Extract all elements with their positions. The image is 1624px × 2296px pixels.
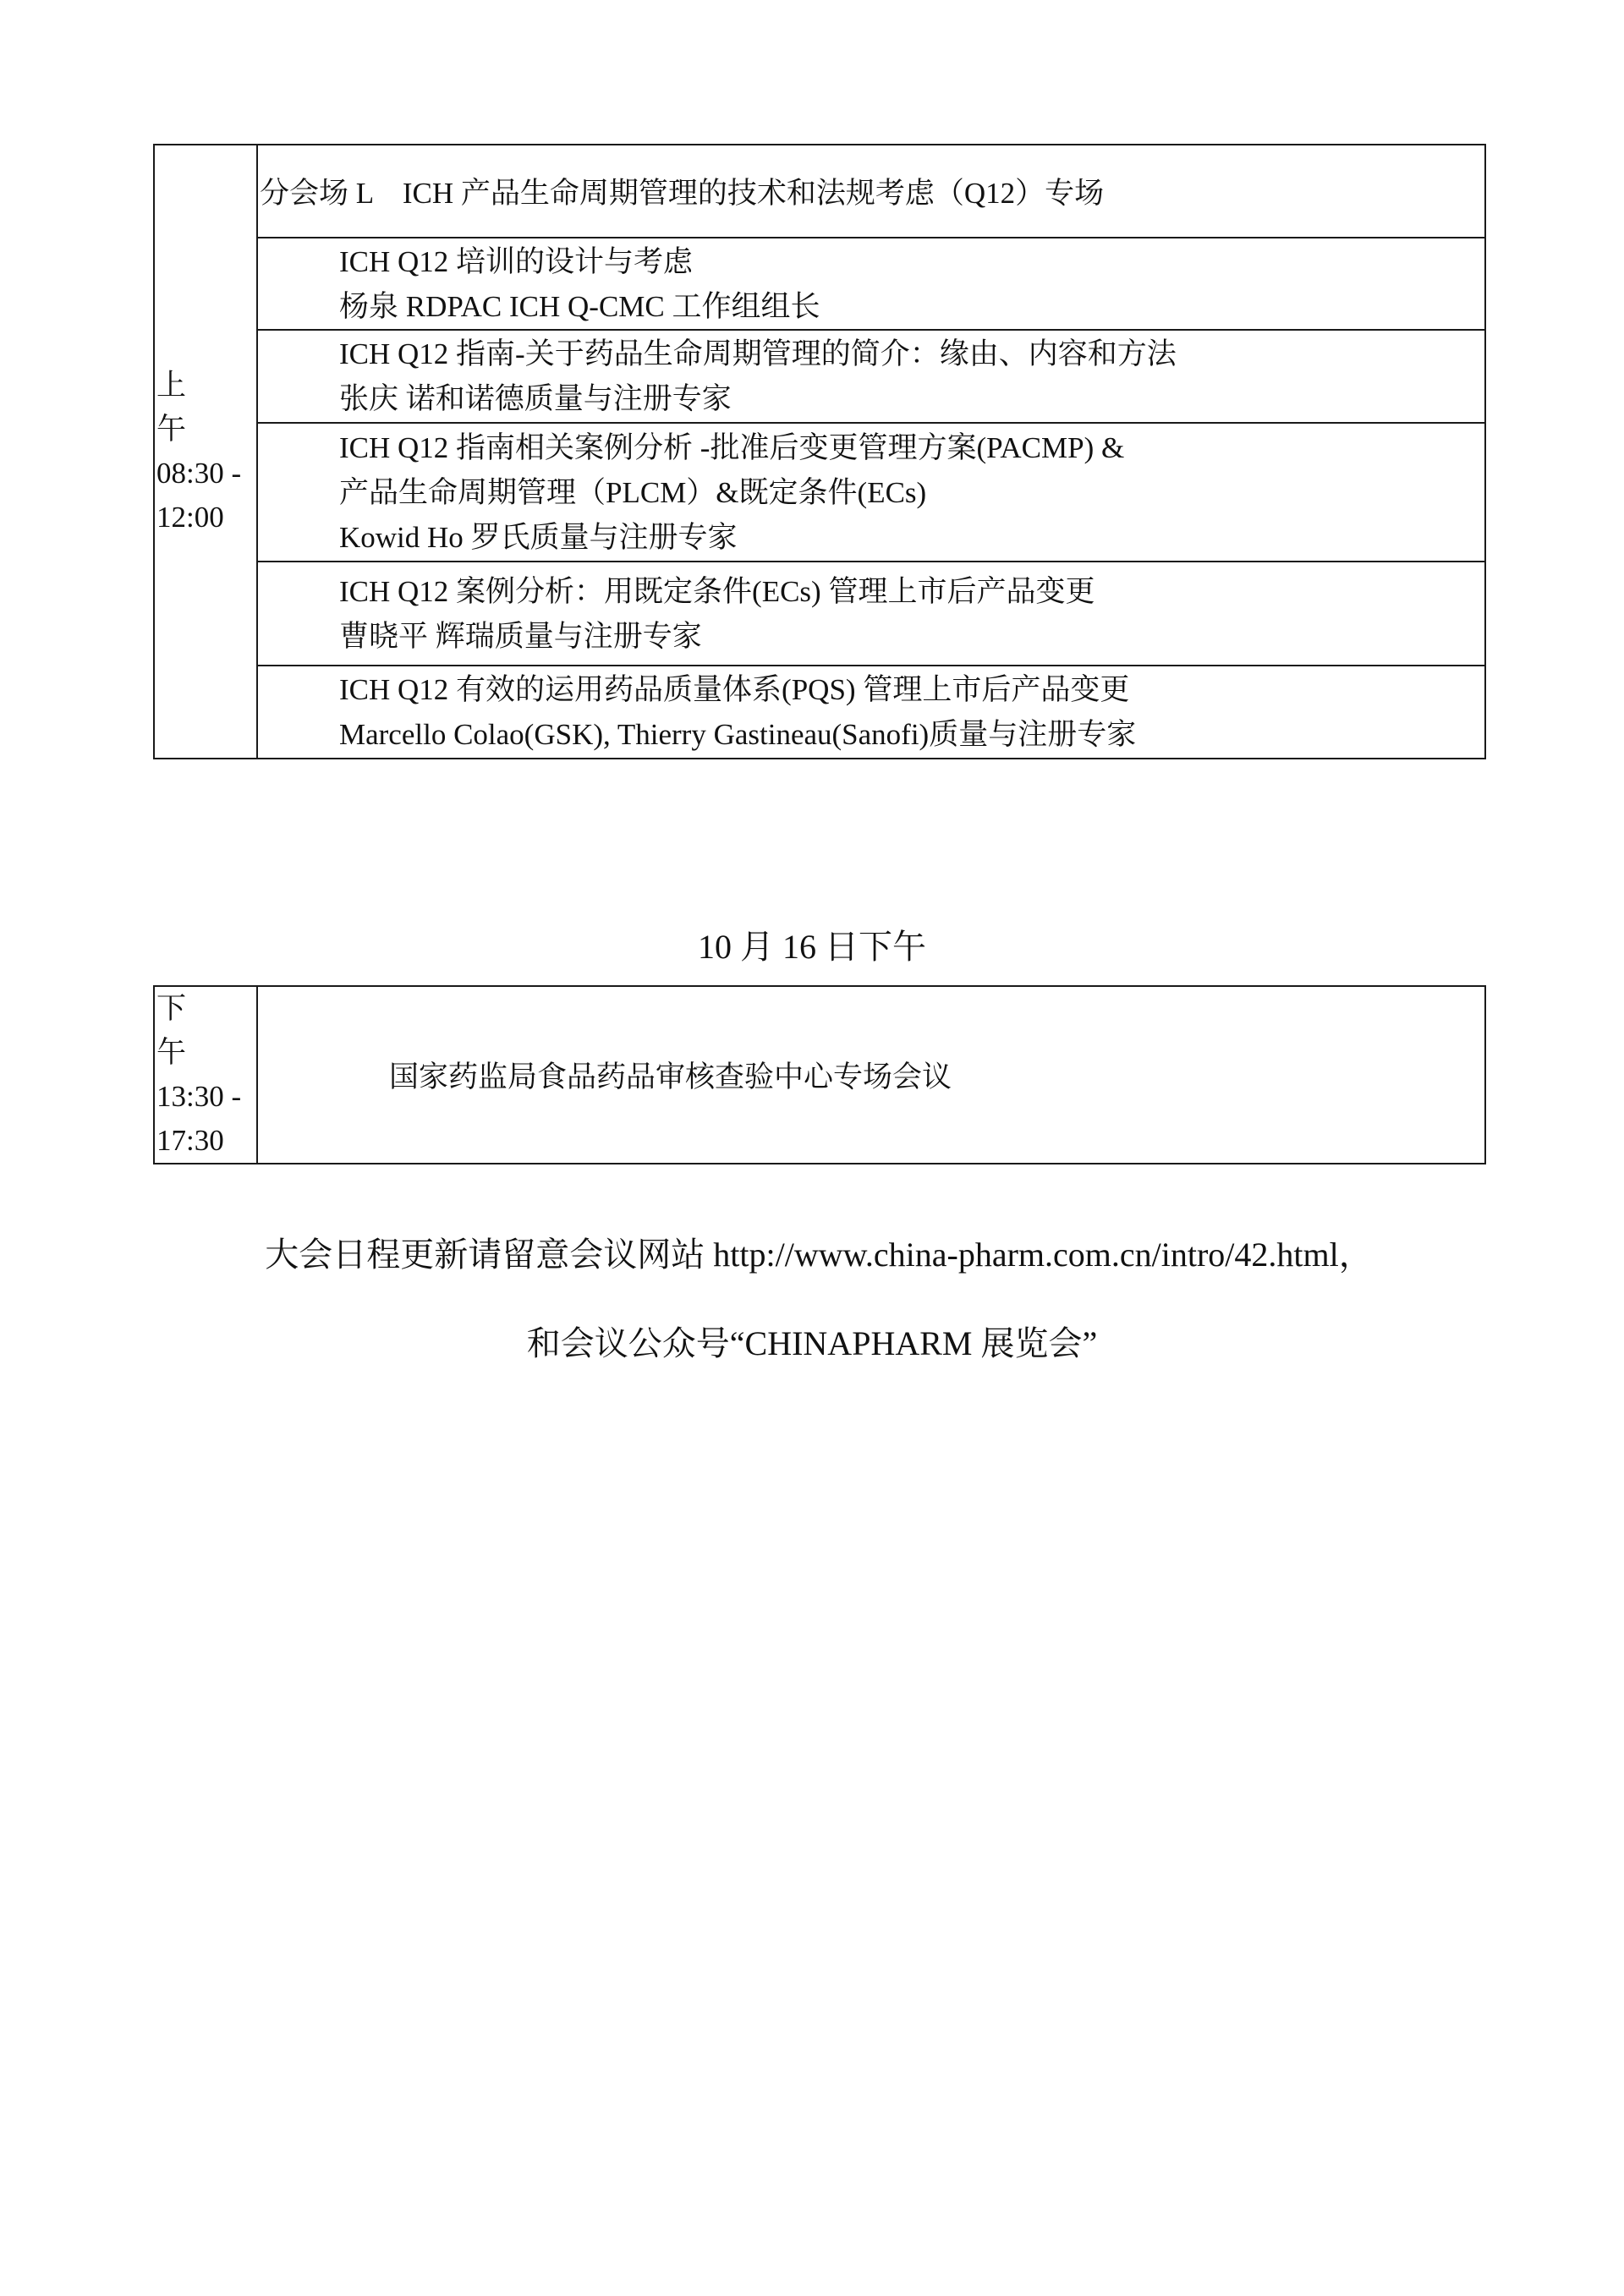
agenda-item-speaker: 曹晓平 辉瑞质量与注册专家: [339, 619, 702, 653]
agenda-item: [257, 423, 1485, 562]
agenda-item-title: ICH Q12 案例分析：用既定条件(ECs) 管理上市后产品变更: [339, 574, 1095, 608]
agenda-item-speaker: 张庆 诺和诺德质量与注册专家: [339, 382, 732, 415]
afternoon-schedule-table: [153, 985, 1486, 1164]
agenda-item-title: ICH Q12 培训的设计与考虑: [339, 244, 694, 278]
afternoon-date-heading: 10 月 16 日下午: [698, 928, 926, 966]
afternoon-time-label: 下 午: [156, 992, 202, 1069]
footer-wechat-note: 和会议公众号“CHINAPHARM 展览会”: [526, 1324, 1098, 1362]
afternoon-time-end: 17:30: [156, 1124, 224, 1157]
morning-time-start: 08:30 -: [156, 457, 242, 490]
agenda-item-title: ICH Q12 指南-关于药品生命周期管理的简介：缘由、内容和方法: [339, 337, 1177, 370]
agenda-item-speaker: 杨泉 RDPAC ICH Q-CMC 工作组组长: [339, 289, 820, 323]
agenda-item: [257, 238, 1485, 330]
footer-website-note: 大会日程更新请留意会议网站 http://www.china-pharm.com.cn/intro/42.html，: [265, 1236, 1373, 1274]
agenda-item-title: ICH Q12 指南相关案例分析 -批准后变更管理方案(PACMP) &: [339, 430, 1125, 464]
agenda-item-speaker: Kowid Ho 罗氏质量与注册专家: [339, 520, 738, 554]
agenda-item-title-line2: 产品生命周期管理（PLCM）&既定条件(ECs): [339, 475, 927, 509]
agenda-item-speaker: Marcello Colao(GSK), Thierry Gastineau(Sanofi)质量与注册专家: [339, 718, 1137, 751]
morning-time-cell: [154, 145, 257, 759]
afternoon-time-cell: [154, 986, 257, 1164]
afternoon-time-start: 13:30 -: [156, 1080, 242, 1113]
morning-time-end: 12:00: [156, 501, 224, 534]
agenda-item: [257, 330, 1485, 423]
session-title: 分会场 L ICH 产品生命周期管理的技术和法规考虑（Q12）专场: [257, 145, 1485, 238]
agenda-item: [257, 562, 1485, 666]
afternoon-session-title: 国家药监局食品药品审核查验中心专场会议: [257, 986, 1485, 1164]
agenda-item: [257, 666, 1485, 759]
morning-schedule-table: [153, 144, 1486, 759]
agenda-item-title: ICH Q12 有效的运用药品质量体系(PQS) 管理上市后产品变更: [339, 673, 1130, 706]
morning-time-label: 上 午: [156, 369, 202, 446]
